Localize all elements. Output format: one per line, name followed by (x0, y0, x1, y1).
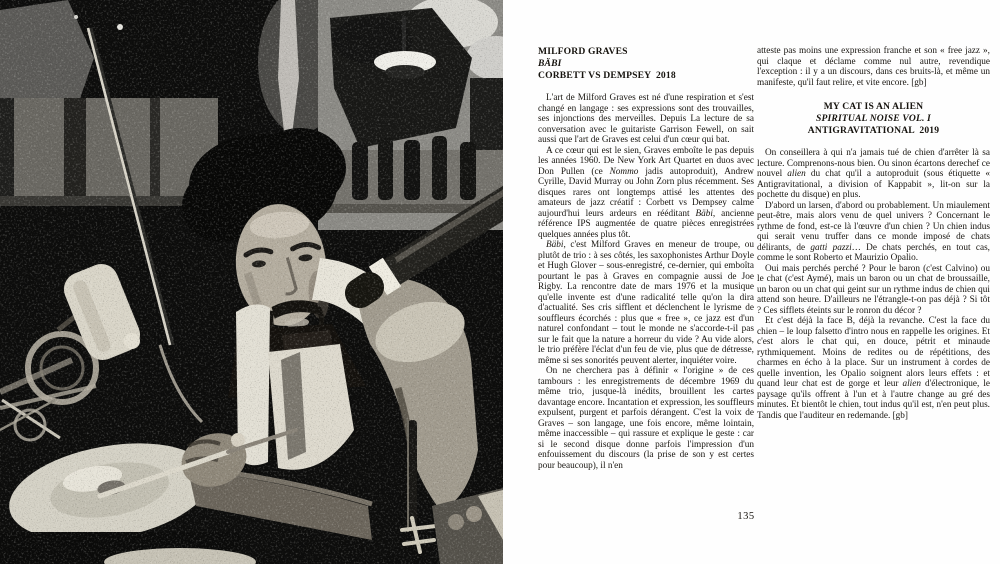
review-body-milford-graves (538, 93, 754, 471)
paragraph: A ce cœur qui est le sien, Graves emboîte le pas depuis les années 1960. De New York Art Quartet en duos avec Don Pullen (ce Nommo jadis autoproduit), Andrew Cyrille, David Murray ou John Zorn plus récemment. Ses disques rares ont longtemps attisé les attentes des amateurs de jazz créatif : Corbett vs Dempsey calme aujourd'hui leurs ardeurs en rééditant Bäbi, ancienne référence IPS augmentée de quatre pièces enregistrées quelques années plus tôt. (538, 145, 754, 240)
review-label-year: ANTIGRAVITATIONAL 2019 (807, 125, 940, 136)
paragraph: On ne cherchera pas à définir « l'origine » de ces tambours : les enregistrements de décembre 1969 du même trio, jusque-là inédits, brouillent les cartes davantage encore. Incantation et expression, les souffleurs expulsent, purgent et parfois dérangent. C'est la voix de Graves – son langage, une fois encore, même lointain, même inaccessible – qui rassure et explique le geste : car si le second disque donne parfois l'impression d'un enfouissement du discours (la prise de son y est certes pour beaucoup), il n'en (538, 366, 754, 471)
review-heading-my-cat-is-an-alien (757, 101, 990, 137)
paragraph: On conseillera à qui n'a jamais tué de chien d'arrêter là sa lecture. Comprenons-nous bien. Ou sinon écartons derechef ce nouvel alien du chat qu'il a autoproduit (sous étiquette « Antigravitational, a division of Kappabit », lit-on sur la pochette du disque) en plus. (757, 148, 990, 200)
review-album: BÄBI (538, 58, 562, 69)
review-continuation (757, 46, 990, 88)
review-label-year: CORBETT VS DEMPSEY 2018 (538, 70, 676, 81)
review-artist: MY CAT IS AN ALIEN (823, 101, 924, 112)
review-column-2 (757, 46, 990, 421)
page-number: 135 (737, 511, 755, 522)
review-artist: MILFORD GRAVES (538, 46, 628, 57)
paragraph: Et c'est déjà la face B, déjà la revanche. C'est la face du chien – le loup falsetto d'intro nous en rappelle les origines. Et c'est alors le chat qui, en douce, pétrit et minaude rythmiquement. Moins de redites ou de répétitions, des charmes en écho à la place. Sur un instrument à cordes de quelle invention, les Opalio soignent alors leurs effets : et quand leur chat est de gorge et leur alien d'électronique, le paysage qu'ils offrent à l'un et à l'autre change au gré des minutes. Et bientôt le chien, tout indus qu'il est, n'en peut plus. Tandis que l'auditeur en redemande. [gb] (757, 316, 990, 421)
paragraph: Oui mais perchés perché ? Pour le baron (c'est Calvino) ou le chat (c'est Aymé), mais un baron ou un chat de broussaille, un baron ou un chat qui geint sur un rythme indus de chien qui attend son heure. D'ailleurs ne l'étrangle-t-on pas déjà ? Si tôt ? Ces sifflets éteints sur le ronron du décor ? (757, 263, 990, 316)
paragraph: D'abord un larsen, d'abord ou probablement. Un miaulement peut-être, mais alors venu de quel univers ? Concernant le rythme de fond, est-ce là l'œuvre d'un chien ? Un chien indus qui serait venu truffer dans ce monde imposé de chats délirants, de gatti pazzi… De chats perchés, en tout cas, comme le sont Roberto et Maurizio Opalio. (757, 200, 990, 263)
review-heading-milford-graves (538, 46, 754, 82)
paragraph: Bäbi, c'est Milford Graves en meneur de troupe, ou plutôt de trio : à ses côtés, les saxophonistes Arthur Doyle et Hugh Glover – sous-enregistré, ce-dernier, qui emboîta pourtant le pas à Graves en compagnie aussi de Joe Rigby. La rencontre date de mars 1976 et la musique qu'elle invente est d'une radicalité telle qu'on la dira d'actualité. Ses cris sifflent et déclenchent le lyrisme de souffleurs écorchés : plus que « free », ce jazz est d'un naturel confondant – tout le monde ne s'accorde-t-il pas sur le fait que la nature a horreur du vide ? Au vide alors, le trio préfère l'éclat d'un feu de vie, plus que de détresse, même si ses sonorités peuvent alerter, inquiéter voire. (538, 240, 754, 366)
paragraph: atteste pas moins une expression franche et son « free jazz », qui claque et déclame comme nul autre, revendique l'exception : il y a un discours, dans ces bruits-là, et même un manifeste, qu'il faut relire, et vite encore. [gb] (757, 46, 990, 88)
review-body-my-cat-is-an-alien (757, 148, 990, 421)
review-album: SPIRITUAL NOISE VOL. I (816, 113, 931, 124)
paragraph: L'art de Milford Graves est né d'une respiration et s'est changé en langage : ses expressions sont des trouvailles, ses injonctions des merveilles. Depuis La lecture de sa conversation avec le guitariste Garrison Fewell, on sait aussi que l'art de Graves est celui d'un cœur qui bat. (538, 93, 754, 145)
review-column-1 (538, 46, 754, 471)
